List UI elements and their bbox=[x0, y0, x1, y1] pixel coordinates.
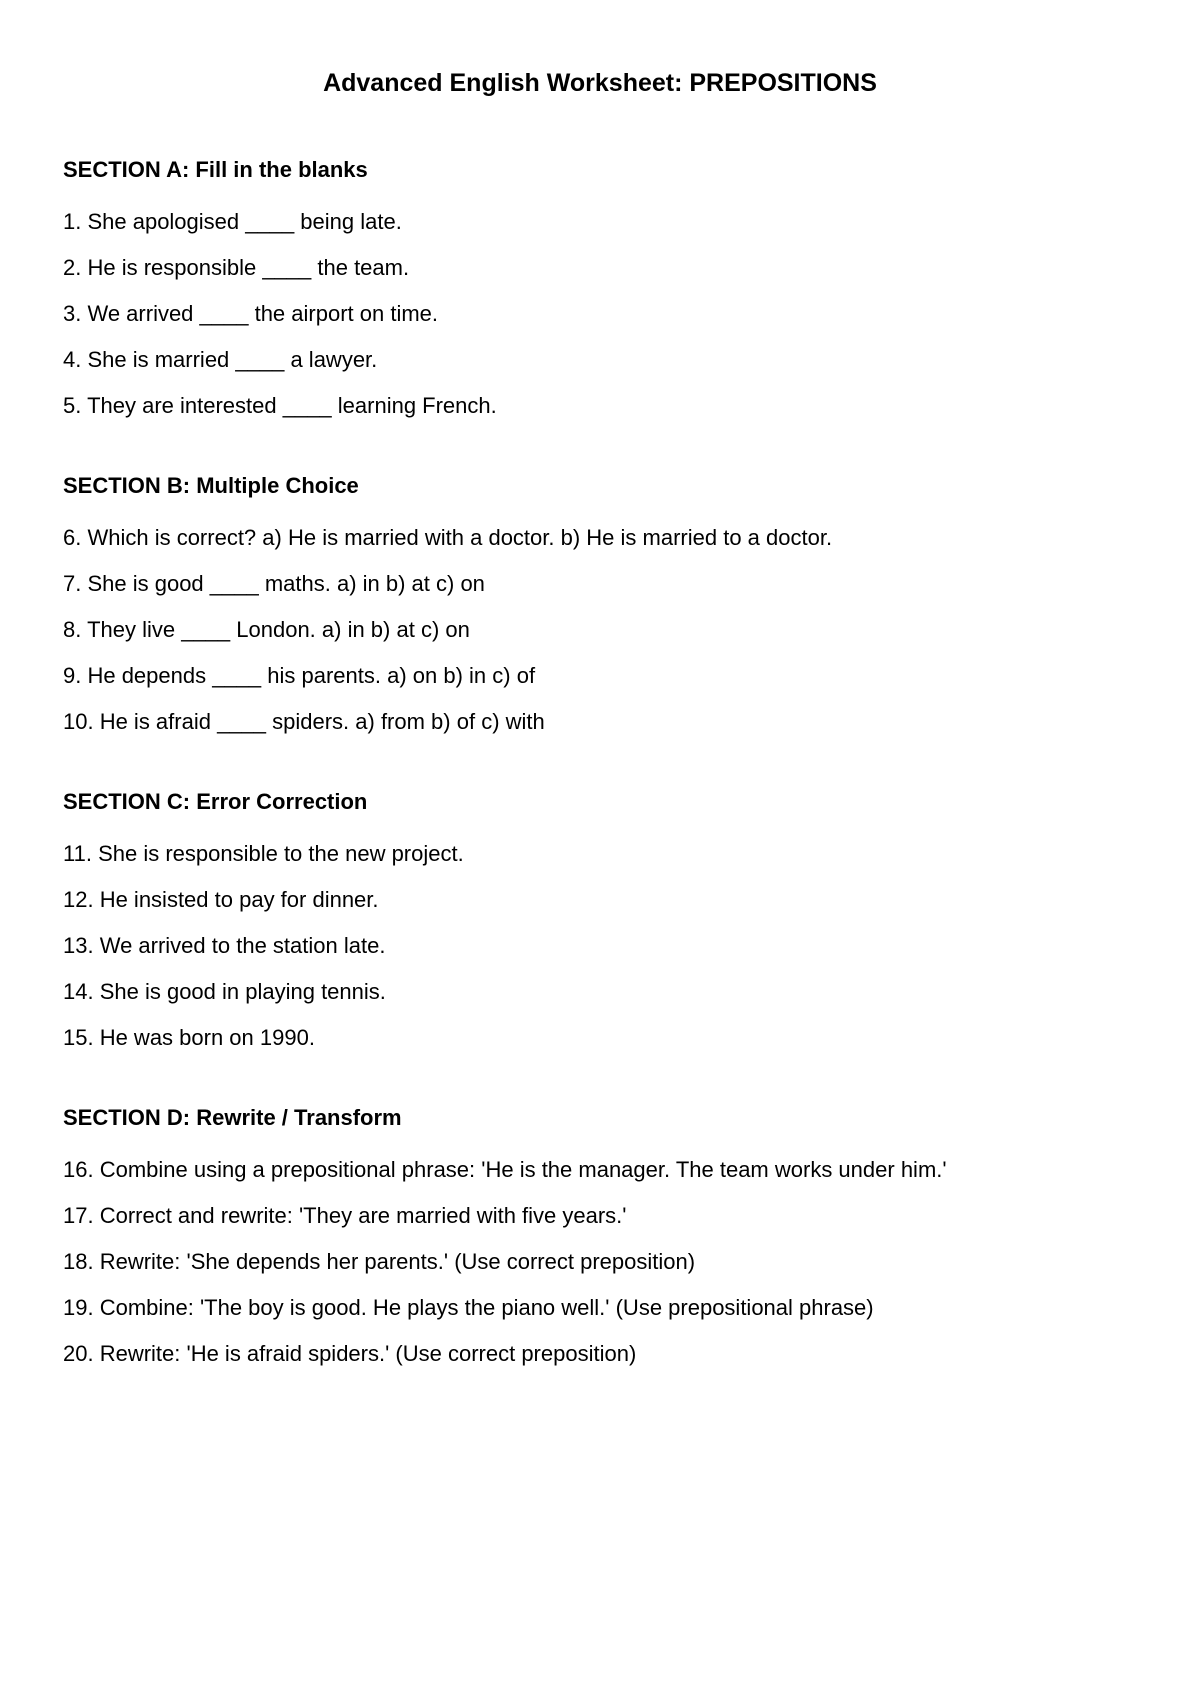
question-3: 3. We arrived ____ the airport on time. bbox=[63, 301, 439, 326]
question-5: 5. They are interested ____ learning French. bbox=[63, 393, 497, 418]
question-18: 18. Rewrite: 'She depends her parents.' (Use correct preposition) bbox=[63, 1249, 696, 1274]
question-13: 13. We arrived to the station late. bbox=[63, 933, 386, 958]
page-title: Advanced English Worksheet: PREPOSITIONS bbox=[323, 69, 877, 97]
section-c-heading: SECTION C: Error Correction bbox=[63, 789, 368, 814]
question-11: 11. She is responsible to the new project. bbox=[63, 841, 464, 866]
question-9: 9. He depends ____ his parents. a) on b) in c) of bbox=[63, 663, 536, 688]
question-15: 15. He was born on 1990. bbox=[63, 1025, 315, 1050]
question-14: 14. She is good in playing tennis. bbox=[63, 979, 386, 1004]
question-12: 12. He insisted to pay for dinner. bbox=[63, 887, 379, 912]
question-2: 2. He is responsible ____ the team. bbox=[63, 255, 410, 280]
question-17: 17. Correct and rewrite: 'They are married with five years.' bbox=[63, 1203, 627, 1228]
section-d-heading: SECTION D: Rewrite / Transform bbox=[63, 1105, 402, 1130]
section-b-heading: SECTION B: Multiple Choice bbox=[63, 473, 359, 498]
question-1: 1. She apologised ____ being late. bbox=[63, 209, 402, 234]
question-16: 16. Combine using a prepositional phrase: 'He is the manager. The team works under him.' bbox=[63, 1157, 947, 1182]
question-20: 20. Rewrite: 'He is afraid spiders.' (Use correct preposition) bbox=[63, 1341, 637, 1366]
question-19: 19. Combine: 'The boy is good. He plays the piano well.' (Use prepositional phrase) bbox=[63, 1295, 874, 1320]
question-10: 10. He is afraid ____ spiders. a) from b) of c) with bbox=[63, 709, 545, 734]
question-4: 4. She is married ____ a lawyer. bbox=[63, 347, 378, 372]
section-a-heading: SECTION A: Fill in the blanks bbox=[63, 157, 368, 182]
question-8: 8. They live ____ London. a) in b) at c) on bbox=[63, 617, 470, 642]
question-6: 6. Which is correct? a) He is married with a doctor. b) He is married to a doctor. bbox=[63, 525, 833, 550]
question-7: 7. She is good ____ maths. a) in b) at c) on bbox=[63, 571, 485, 596]
